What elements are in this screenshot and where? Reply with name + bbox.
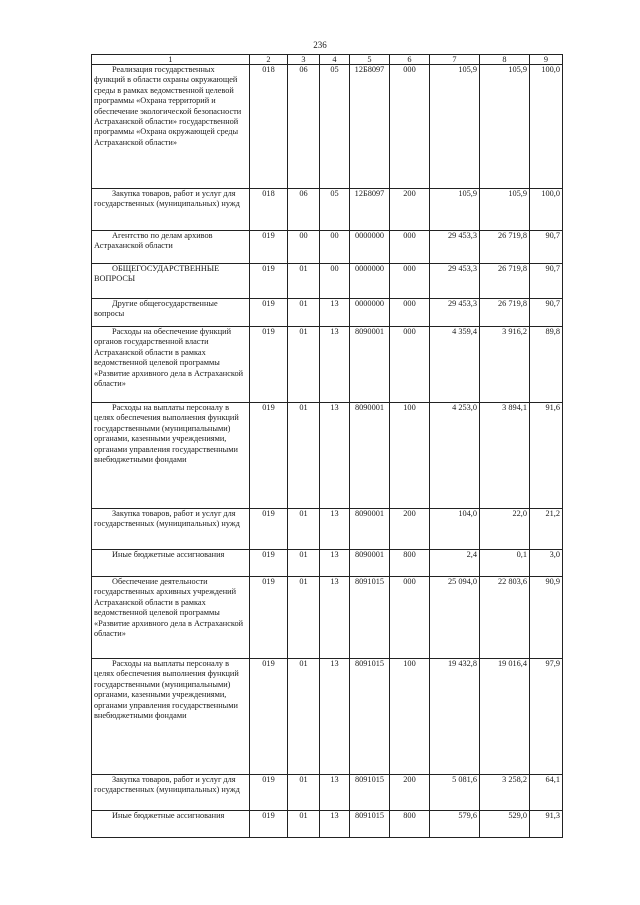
subsection-code-cell: 13 [320,299,350,327]
header-cell: 4 [320,55,350,65]
expense-type-cell: 100 [390,659,430,775]
ministry-code-cell: 019 [250,775,288,811]
row-name-cell [92,775,250,811]
execution-percent-cell: 90,7 [530,231,563,264]
actual-amount-cell: 26 719,8 [480,231,530,264]
row-name-cell [92,550,250,577]
expense-type-cell: 200 [390,509,430,550]
table-row [92,659,563,775]
table-row [92,264,563,299]
row-name-text: Иные бюджетные ассигнования [112,811,225,820]
subsection-code-cell: 13 [320,811,350,838]
section-code-cell: 01 [288,264,320,299]
row-name-cell [92,811,250,838]
row-name-text: ОБЩЕГОСУДАРСТВЕННЫЕ ВОПРОСЫ [94,264,220,284]
target-article-cell: 0000000 [350,231,390,264]
row-name-text: Агентство по делам архивов Астраханской области [94,231,213,251]
row-name-text: Расходы на выплаты персоналу в целях обеспечения выполнения функций государственными (муниципальными) органами, казенными учреждениями, органами управления государственными внебюджетными фондами [94,403,239,465]
row-name-cell [92,509,250,550]
ministry-code-cell: 019 [250,327,288,403]
ministry-code-cell: 019 [250,264,288,299]
section-code-cell: 01 [288,509,320,550]
planned-amount-cell: 29 453,3 [430,231,480,264]
planned-amount-cell: 105,9 [430,65,480,189]
planned-amount-cell: 29 453,3 [430,264,480,299]
subsection-code-cell: 13 [320,403,350,509]
section-code-cell: 01 [288,403,320,509]
page-number: 236 [313,40,327,50]
row-name-text: Закупка товаров, работ и услуг для государственных (муниципальных) нужд [94,189,240,209]
header-cell: 8 [480,55,530,65]
expense-type-cell: 000 [390,327,430,403]
target-article-cell: 8090001 [350,509,390,550]
row-name-text: Расходы на выплаты персоналу в целях обеспечения выполнения функций государственными (муниципальными) органами, казенными учреждениями, органами управления государственными внебюджетными фондами [94,659,239,721]
actual-amount-cell: 0,1 [480,550,530,577]
table-row [92,577,563,659]
target-article-cell: 0000000 [350,264,390,299]
table-header-row [92,55,563,65]
expense-type-cell: 200 [390,775,430,811]
planned-amount-cell: 25 094,0 [430,577,480,659]
row-name-cell [92,327,250,403]
target-article-cell: 8091015 [350,659,390,775]
table-row [92,811,563,838]
row-name-cell [92,299,250,327]
table-row [92,403,563,509]
row-name-cell [92,577,250,659]
row-name-text: Закупка товаров, работ и услуг для государственных (муниципальных) нужд [94,775,240,795]
subsection-code-cell: 05 [320,65,350,189]
execution-percent-cell: 100,0 [530,65,563,189]
section-code-cell: 00 [288,231,320,264]
planned-amount-cell: 579,6 [430,811,480,838]
table-row [92,231,563,264]
row-name-cell [92,264,250,299]
row-name-cell [92,231,250,264]
table-row [92,299,563,327]
row-name-text: Расходы на обеспечение функций органов государственной власти Астраханской области в рамках ведомственной целевой программы «Развитие архивного дела в Астраханской области» [94,327,244,389]
section-code-cell: 01 [288,299,320,327]
subsection-code-cell: 13 [320,577,350,659]
target-article-cell: 8090001 [350,550,390,577]
table-row [92,189,563,231]
planned-amount-cell: 29 453,3 [430,299,480,327]
execution-percent-cell: 90,7 [530,299,563,327]
actual-amount-cell: 3 894,1 [480,403,530,509]
actual-amount-cell: 105,9 [480,189,530,231]
target-article-cell: 12Б8097 [350,189,390,231]
section-code-cell: 01 [288,577,320,659]
row-name-text: Иные бюджетные ассигнования [112,550,225,559]
actual-amount-cell: 19 016,4 [480,659,530,775]
row-name-cell [92,403,250,509]
target-article-cell: 8091015 [350,775,390,811]
ministry-code-cell: 019 [250,659,288,775]
expense-type-cell: 000 [390,65,430,189]
planned-amount-cell: 2,4 [430,550,480,577]
expense-type-cell: 800 [390,811,430,838]
actual-amount-cell: 22,0 [480,509,530,550]
target-article-cell: 0000000 [350,299,390,327]
header-cell: 2 [250,55,288,65]
actual-amount-cell: 529,0 [480,811,530,838]
actual-amount-cell: 3 258,2 [480,775,530,811]
ministry-code-cell: 018 [250,189,288,231]
execution-percent-cell: 100,0 [530,189,563,231]
planned-amount-cell: 19 432,8 [430,659,480,775]
ministry-code-cell: 019 [250,403,288,509]
row-name-text: Обеспечение деятельности государственных архивных учреждений Астраханской области в рамках ведомственной целевой программы «Развитие архивного дела в Астраханской области» [94,577,244,639]
ministry-code-cell: 019 [250,299,288,327]
planned-amount-cell: 4 253,0 [430,403,480,509]
actual-amount-cell: 22 803,6 [480,577,530,659]
header-cell: 1 [92,55,250,65]
execution-percent-cell: 21,2 [530,509,563,550]
execution-percent-cell: 89,8 [530,327,563,403]
ministry-code-cell: 019 [250,811,288,838]
target-article-cell: 12Б8097 [350,65,390,189]
ministry-code-cell: 018 [250,65,288,189]
row-name-cell [92,659,250,775]
execution-percent-cell: 97,9 [530,659,563,775]
execution-percent-cell: 64,1 [530,775,563,811]
header-cell: 3 [288,55,320,65]
planned-amount-cell: 104,0 [430,509,480,550]
section-code-cell: 01 [288,550,320,577]
planned-amount-cell: 4 359,4 [430,327,480,403]
header-cell: 6 [390,55,430,65]
subsection-code-cell: 00 [320,264,350,299]
target-article-cell: 8091015 [350,811,390,838]
execution-percent-cell: 3,0 [530,550,563,577]
row-name-text: Закупка товаров, работ и услуг для государственных (муниципальных) нужд [94,509,240,529]
subsection-code-cell: 13 [320,509,350,550]
execution-percent-cell: 90,9 [530,577,563,659]
expense-type-cell: 000 [390,264,430,299]
ministry-code-cell: 019 [250,550,288,577]
subsection-code-cell: 13 [320,327,350,403]
execution-percent-cell: 91,6 [530,403,563,509]
expense-type-cell: 000 [390,577,430,659]
row-name-cell [92,65,250,189]
subsection-code-cell: 13 [320,550,350,577]
section-code-cell: 01 [288,659,320,775]
planned-amount-cell: 105,9 [430,189,480,231]
section-code-cell: 01 [288,811,320,838]
table-row [92,327,563,403]
section-code-cell: 06 [288,65,320,189]
expense-type-cell: 000 [390,299,430,327]
actual-amount-cell: 26 719,8 [480,264,530,299]
subsection-code-cell: 13 [320,659,350,775]
subsection-code-cell: 05 [320,189,350,231]
subsection-code-cell: 00 [320,231,350,264]
target-article-cell: 8090001 [350,403,390,509]
section-code-cell: 01 [288,327,320,403]
table-row [92,509,563,550]
ministry-code-cell: 019 [250,231,288,264]
row-name-text: Другие общегосударственные вопросы [94,299,218,319]
execution-percent-cell: 91,3 [530,811,563,838]
header-cell: 9 [530,55,563,65]
target-article-cell: 8090001 [350,327,390,403]
actual-amount-cell: 26 719,8 [480,299,530,327]
expense-type-cell: 800 [390,550,430,577]
section-code-cell: 06 [288,189,320,231]
subsection-code-cell: 13 [320,775,350,811]
row-name-text: Реализация государственных функций в области охраны окружающей среды в рамках ведомственной целевой программы «Охрана территорий и обеспечение экологической безопасности Астраханской области» государственной программы «Охрана окружающей среды Астраханской области» [94,65,242,147]
section-code-cell: 01 [288,775,320,811]
expense-type-cell: 200 [390,189,430,231]
header-cell: 7 [430,55,480,65]
budget-table [91,54,563,838]
execution-percent-cell: 90,7 [530,264,563,299]
planned-amount-cell: 5 081,6 [430,775,480,811]
target-article-cell: 8091015 [350,577,390,659]
expense-type-cell: 100 [390,403,430,509]
expense-type-cell: 000 [390,231,430,264]
ministry-code-cell: 019 [250,509,288,550]
table-row [92,775,563,811]
actual-amount-cell: 105,9 [480,65,530,189]
table-row [92,65,563,189]
row-name-cell [92,189,250,231]
header-cell: 5 [350,55,390,65]
table-row [92,550,563,577]
actual-amount-cell: 3 916,2 [480,327,530,403]
ministry-code-cell: 019 [250,577,288,659]
